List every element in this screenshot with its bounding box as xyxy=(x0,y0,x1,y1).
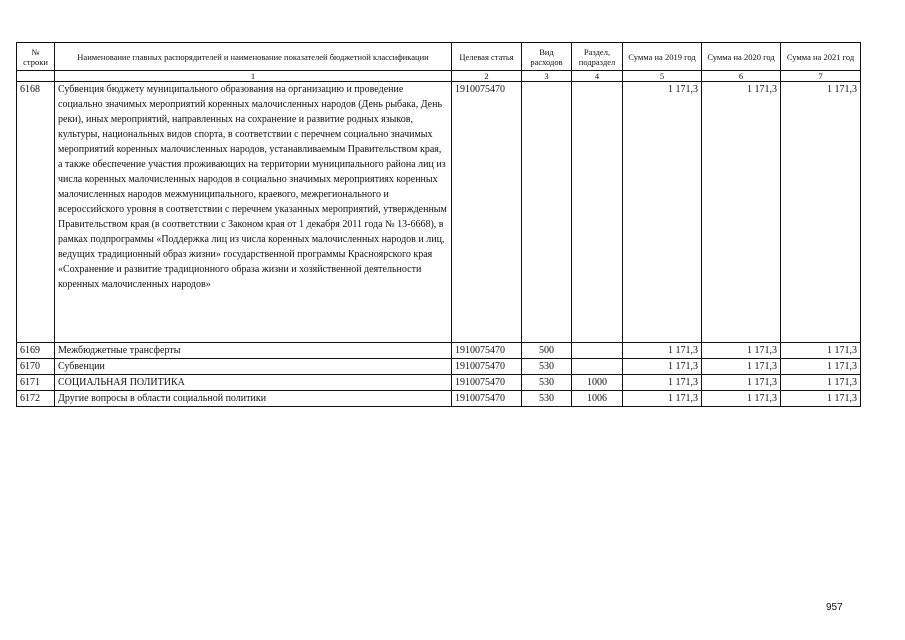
row-sum-2019: 1 171,3 xyxy=(623,82,702,343)
row-target-article: 1910075470 xyxy=(452,359,522,375)
row-expense-type: 500 xyxy=(522,343,572,359)
column-number-row xyxy=(17,71,861,82)
header-sum-2020: Сумма на 2020 год xyxy=(702,43,781,71)
row-sum-2019: 1 171,3 xyxy=(623,359,702,375)
table-row xyxy=(17,375,861,391)
row-section xyxy=(572,343,623,359)
row-section xyxy=(572,82,623,343)
row-sum-2020: 1 171,3 xyxy=(702,82,781,343)
row-sum-2021: 1 171,3 xyxy=(781,82,861,343)
page-number: 957 xyxy=(826,602,843,613)
row-name: Межбюджетные трансферты xyxy=(55,343,452,359)
row-name: Субвенции xyxy=(55,359,452,375)
table-row xyxy=(17,82,861,343)
table-row xyxy=(17,359,861,375)
row-target-article: 1910075470 xyxy=(452,82,522,343)
header-section: Раздел, подраздел xyxy=(572,43,623,71)
header-target-article: Целевая статья xyxy=(452,43,522,71)
header-name: Наименование главных распорядителей и наименование показателей бюджетной классификации xyxy=(55,43,452,71)
row-number: 6171 xyxy=(17,375,55,391)
column-number xyxy=(17,71,55,82)
table-row xyxy=(17,343,861,359)
row-section: 1006 xyxy=(572,391,623,407)
column-number: 2 xyxy=(452,71,522,82)
row-sum-2020: 1 171,3 xyxy=(702,359,781,375)
row-sum-2021: 1 171,3 xyxy=(781,343,861,359)
row-sum-2019: 1 171,3 xyxy=(623,375,702,391)
row-sum-2020: 1 171,3 xyxy=(702,375,781,391)
row-name: Субвенция бюджету муниципального образования на организацию и проведение социально значимых мероприятий коренных малочисленных народов (День рыбака, День реки), иных мероприятий, направленных на сохранение и развитие родных языков, культуры, национальных видов спорта, в соответствии с перечнем социально значимых мероприятий коренных малочисленных народов, устанавливаемым Правительством края, а также обеспечение участия проживающих на территории муниципального района лиц из числа коренных малочисленных народов в социально значимых мероприятиях коренных малочисленных народов межмуниципального, краевого, межрегионального и всероссийского уровня в соответствии с перечнем указанных мероприятий, утвержденным Правительством края (в соответствии с Законом края от 1 декабря 2011 года № 13-6668), в рамках подпрограммы «Поддержка лиц из числа коренных малочисленных народов и лиц, ведущих традиционный образ жизни» государственной программы Красноярского края «Сохранение и развитие традиционного образа жизни и хозяйственной деятельности коренных малочисленных народов» xyxy=(55,82,452,343)
row-number: 6169 xyxy=(17,343,55,359)
column-number: 4 xyxy=(572,71,623,82)
row-target-article: 1910075470 xyxy=(452,391,522,407)
column-number: 7 xyxy=(781,71,861,82)
column-number: 3 xyxy=(522,71,572,82)
row-expense-type: 530 xyxy=(522,359,572,375)
row-sum-2019: 1 171,3 xyxy=(623,343,702,359)
row-section xyxy=(572,359,623,375)
row-sum-2019: 1 171,3 xyxy=(623,391,702,407)
row-target-article: 1910075470 xyxy=(452,375,522,391)
header-expense-type: Вид расходов xyxy=(522,43,572,71)
header-sum-2021: Сумма на 2021 год xyxy=(781,43,861,71)
header-sum-2019: Сумма на 2019 год xyxy=(623,43,702,71)
row-target-article: 1910075470 xyxy=(452,343,522,359)
row-sum-2020: 1 171,3 xyxy=(702,343,781,359)
row-sum-2021: 1 171,3 xyxy=(781,359,861,375)
budget-table xyxy=(16,42,861,407)
table-row xyxy=(17,391,861,407)
row-sum-2020: 1 171,3 xyxy=(702,391,781,407)
row-expense-type xyxy=(522,82,572,343)
row-expense-type: 530 xyxy=(522,375,572,391)
row-sum-2021: 1 171,3 xyxy=(781,391,861,407)
row-name: СОЦИАЛЬНАЯ ПОЛИТИКА xyxy=(55,375,452,391)
table-header-row xyxy=(17,43,861,71)
row-number: 6170 xyxy=(17,359,55,375)
row-number: 6168 xyxy=(17,82,55,343)
row-name: Другие вопросы в области социальной политики xyxy=(55,391,452,407)
column-number: 1 xyxy=(55,71,452,82)
column-number: 6 xyxy=(702,71,781,82)
row-expense-type: 530 xyxy=(522,391,572,407)
row-sum-2021: 1 171,3 xyxy=(781,375,861,391)
row-section: 1000 xyxy=(572,375,623,391)
column-number: 5 xyxy=(623,71,702,82)
row-number: 6172 xyxy=(17,391,55,407)
header-row-number: № строки xyxy=(17,43,55,71)
